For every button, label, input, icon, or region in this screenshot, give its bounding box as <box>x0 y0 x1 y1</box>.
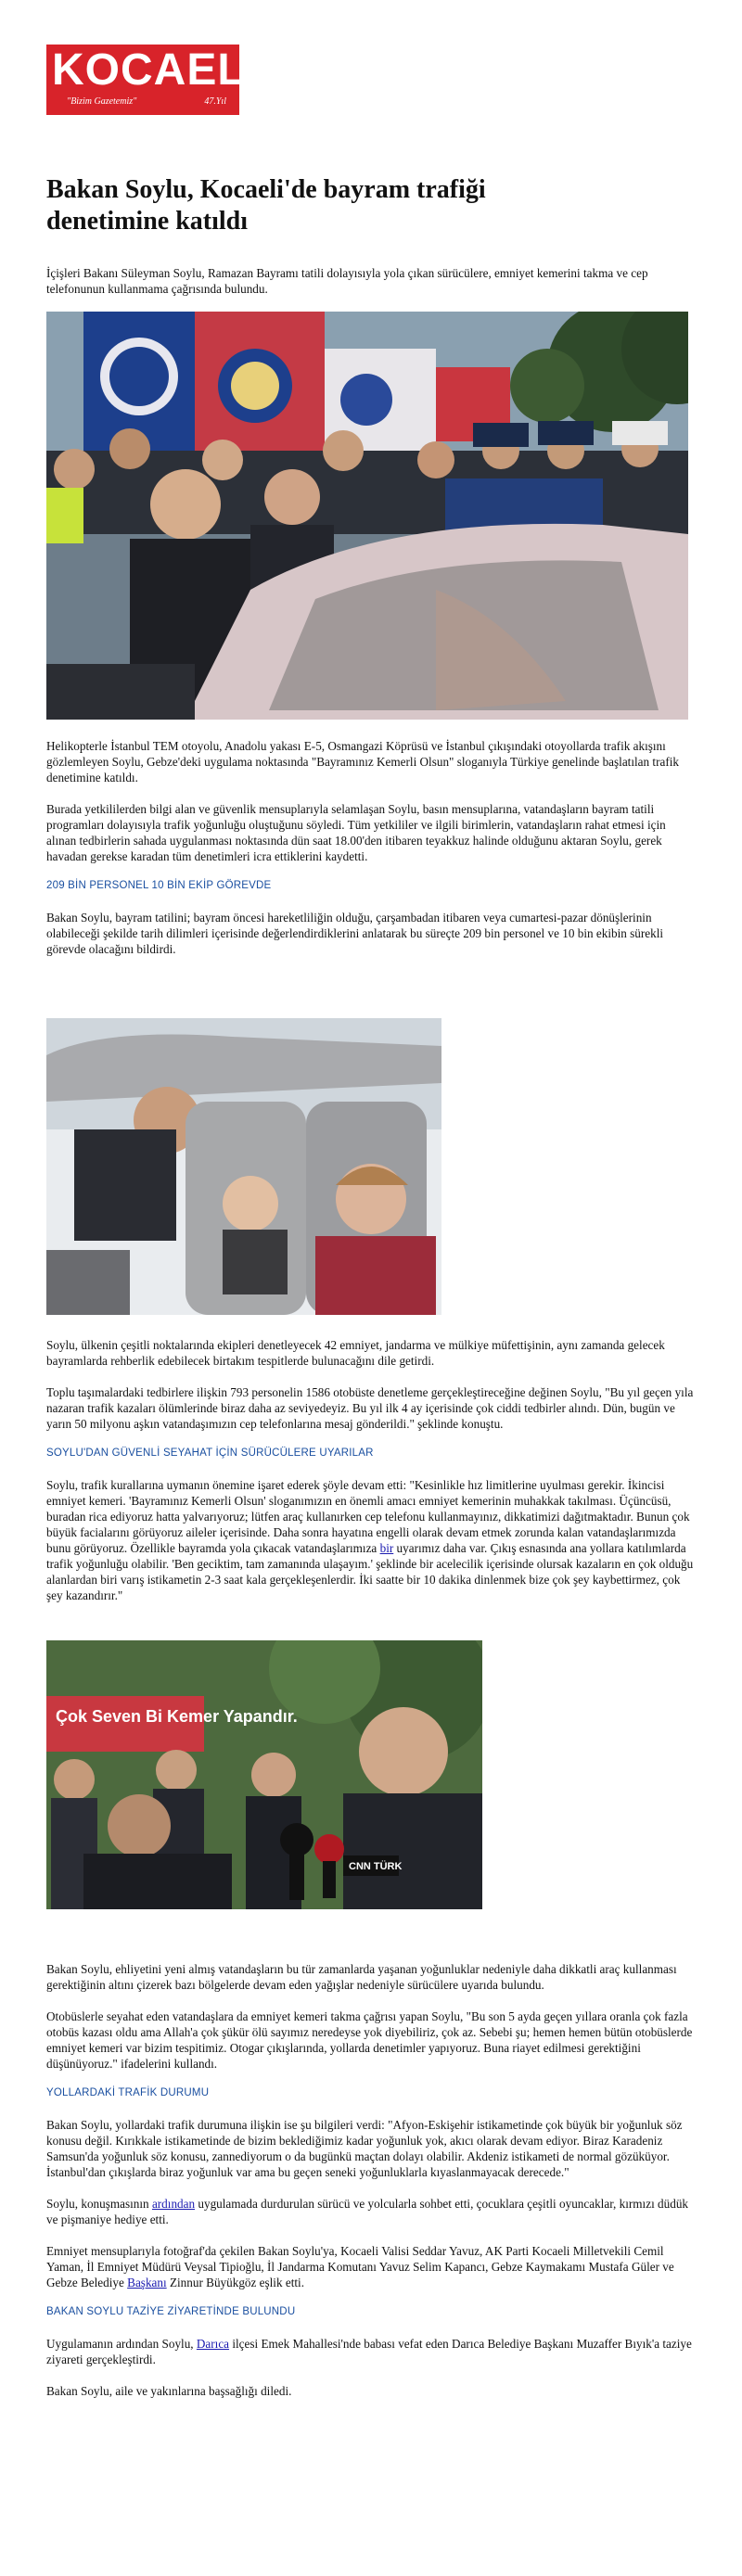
inline-link[interactable]: Başkanı <box>127 2276 167 2289</box>
section-heading: YOLLARDAKİ TRAFİK DURUMU <box>46 2087 210 2098</box>
section-heading: 209 BİN PERSONEL 10 BİN EKİP GÖREVDE <box>46 880 272 891</box>
brand-name: KOCAELİ <box>52 45 259 95</box>
inline-link[interactable]: ardından <box>151 2197 196 2211</box>
inline-link[interactable]: Darıca <box>196 2337 230 2351</box>
paragraph-text: ilçesi Emek Mahallesi'nde babası vefat eden Darıca Belediye Başkanı Muzaffer Bıyık'a taziye ziyareti gerçekleştirdi. <box>46 2337 692 2366</box>
photo-banner-text: Çok Seven Bi Kemer Yapandır. <box>56 1707 298 1726</box>
article-paragraph: Burada yetkililerden bilgi alan ve güvenlik mensuplarıyla selamlaşan Soylu, basın mensuplarına, vatandaşların bayram tatili programları dolayısıyla trafik yoğunluğu oluştuğunu söyledi. Tüm yetkililer ve ilgili birimlerin, vatandaşların rahat etmesi için alınan tedbirlerin sahada uygulanması noktasında dün saat 18.00'den itibaren teyakkuz halinde olduğunu aktaran Soylu, gerek havadan gerekse karadan tüm denetimleri icra ettiklerini kaydetti. <box>46 802 666 863</box>
article-container <box>46 45 696 2399</box>
article-paragraph <box>46 2336 696 2367</box>
brand-logo[interactable] <box>46 45 259 115</box>
article-paragraph <box>46 2196 696 2227</box>
article-photo-car <box>46 1018 441 1315</box>
paragraph-text: uygulamada durdurulan sürücü ve yolcularla sohbet etti, çocuklara çeşitli oyuncaklar, kırmızı düdük ve pişmaniye hediye etti. <box>46 2197 689 2226</box>
article-lead: İçişleri Bakanı Süleyman Soylu, Ramazan Bayramı tatili dolayısıyla yola çıkan sürücülere, emniyet kemerini takma ve cep telefonunun kullanmama çağrısında bulundu. <box>46 266 648 296</box>
paragraph-text: Zinnur Büyükgöz eşlik etti. <box>166 2276 304 2289</box>
article-paragraph <box>46 2243 696 2290</box>
article-photo-press <box>46 1640 482 1909</box>
photo-mic-text: CNN TÜRK <box>349 1861 403 1872</box>
section-heading: BAKAN SOYLU TAZİYE ZİYARETİNDE BULUNDU <box>46 2306 296 2317</box>
article-title: Bakan Soylu, Kocaeli'de bayram trafiği denetimine katıldı <box>46 175 486 236</box>
paragraph-text: uyarımız daha var. Çıkış esnasında ana yollara katılımlarda trafik yoğunluğu olabilir. 'Ben geciktim, tam zamanında ulaşayım.' şeklinde bir acelecilik içerisinde olursak kazaların en çok olduğu alanlardan biri varış istikametin 2-3 saat kala gerçekleşenlerdir. İki saatte bir 10 dakika dinlenmek bize çok şey kaybettirmez, çok şey kazandırır." <box>46 1541 694 1602</box>
article-paragraph: Bakan Soylu, yollardaki trafik durumuna ilişkin ise şu bilgileri verdi: "Afyon-Eskişehir istikametinde çok büyük bir yoğunluk söz konusu değil. Kırıkkale istikametinde de bizim beklediğimiz kadar yoğunluk yok, akıcı olarak devam ediyor. Biraz Karadeniz Samsun'da yoğunluk söz konusu, zannediyorum o da bugünkü maçtan dolayı olabilir. Akdeniz istikameti de normal gözüküyor. İstanbul'dan çıkışlarda biraz yoğunluk var ama bu geçen seneki yoğunluklarla kıyaslanmayacak derecede." <box>46 2118 683 2179</box>
article-paragraph <box>46 1477 696 1603</box>
article-paragraph: Bakan Soylu, aile ve yakınlarına başsağlığı diledi. <box>46 2384 292 2398</box>
inline-link[interactable]: bir <box>379 1541 394 1555</box>
article-paragraph: Bakan Soylu, bayram tatilini; bayram öncesi hareketliliğin olduğu, çarşambadan itibaren veya cumartesi-pazar dönüşlerinin olabileceği şekilde tarih dilimleri içerisinde değerlendirdiklerini anlatarak bu süreçte 209 bin personel ve 10 bin ekibin sürekli görevde olacağını bildirdi. <box>46 911 664 956</box>
section-heading: SOYLU'DAN GÜVENLİ SEYAHAT İÇİN SÜRÜCÜLERE UYARILAR <box>46 1447 374 1459</box>
article-photo-main <box>46 312 688 720</box>
paragraph-text: Soylu, konuşmasının <box>46 2197 152 2211</box>
brand-years: 47.Yıl <box>204 96 226 107</box>
paragraph-text: Uygulamanın ardından Soylu, <box>46 2337 197 2351</box>
brand-slogan: "Bizim Gazetemiz" <box>67 96 137 107</box>
article-paragraph: Bakan Soylu, ehliyetini yeni almış vatandaşların bu tür zamanlarda yaşanan yoğunluklar nedeniyle daha dikkatli araç kullanması gerektiğinin altını çizerek bazı bölgelerde devam eden yağışlar nedeniyle sürücülere uyarıda bulundu. <box>46 1962 677 1992</box>
article-paragraph: Otobüslerle seyahat eden vatandaşlara da emniyet kemeri takma çağrısı yapan Soylu, "Bu son 5 ayda geçen yıllara oranla çok fazla otobüs kazası oldu ama Allah'a çok şükür ölü sayımız neredeyse yok diyebiliriz, çok az. Sebebi şu; hemen hemen bütün otobüslerde emniyet kemeri var bizim tespitimiz. Otogar çıkışlarında, yollarda denetimler yapıyoruz. Buna riayet edilmesi gerektiğini düşünüyoruz." ifadelerini kullandı. <box>46 2009 693 2071</box>
article-paragraph: Toplu taşımalardaki tedbirlere ilişkin 793 personelin 1586 otobüste denetleme gerçekleştireceğine değinen Soylu, "Bu yıl geçen yıla nazaran trafik kazaları ölümlerinde biraz daha az seviyedeyiz. Bu yıl ilk 4 ay içerisinde çok ciddi tedbirler alındı. Dün, bugün ve yarın 50 milyonu aşkın vatandaşımızın cep telefonlarına mesaj gönderildi." şeklinde konuştu. <box>46 1385 694 1431</box>
article-paragraph: Helikopterle İstanbul TEM otoyolu, Anadolu yakası E-5, Osmangazi Köprüsü ve İstanbul çıkışındaki otoyollarda trafik akışını gözlemleyen Soylu, Gebze'deki uygulama noktasında "Bayramınız Kemerli Olsun" sloganıyla Türkiye genelinde başlatılan trafik denetimine katıldı. <box>46 739 679 784</box>
article-paragraph: Soylu, ülkenin çeşitli noktalarında ekipleri denetleyecek 42 emniyet, jandarma ve mülkiye müfettişinin, aynı zamanda gelecek bayramlarda rehberlik edebilecek birtakım tespitlerde bulunacağını dile getirdi. <box>46 1338 665 1368</box>
paragraph-text: Soylu, trafik kurallarına uymanın önemine işaret ederek şöyle devam etti: "Kesinlikle hız limitlerine uyulması gerekir. İkincisi emniyet kemeri. 'Bayramınız Kemerli Olsun' sloganımızın en önemli amacı emniyet kemerinin muhakkak takılması. Üçüncüsü, buradan rica ediyoruz hatta yalvarıyoruz; lütfen araç kullanırken cep telefonu kullanmayınız, dikkatimizi dağıtmaktadır. Bunun çok büyük facialarını görüyoruz aileler içerisinde. Daha sonra hayatına engelli olarak devam etmek zorunda kalan vatandaşlarımızda bunu görüyoruz. Özellikle bayramda yola çıkacak vatandaşlarımıza <box>46 1478 690 1555</box>
paragraph-text: Emniyet mensuplarıyla fotoğraf'da çekilen Bakan Soylu'ya, Kocaeli Valisi Seddar Yavuz, AK Parti Kocaeli Milletvekili Cemil Yaman, İl Emniyet Müdürü Veysal Tipioğlu, İl Jandarma Komutanı Yavuz Selim Kapancı, Gebze Kaymakamı Mustafa Güler ve Gebze Belediye <box>46 2244 674 2289</box>
